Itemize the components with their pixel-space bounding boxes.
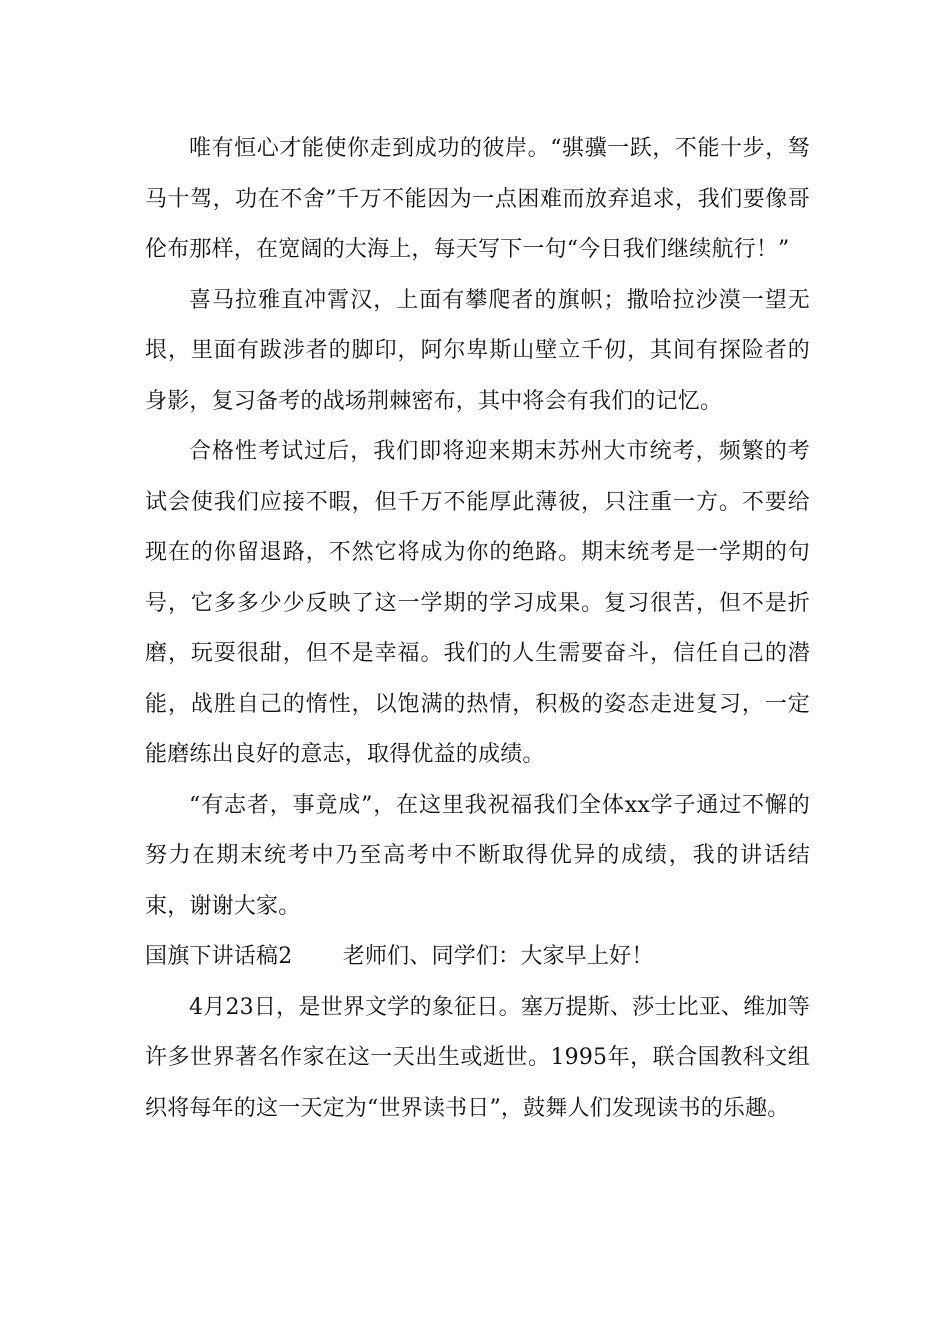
paragraph-perseverance: 唯有恒心才能使你走到成功的彼岸。“骐骥一跃，不能十步，驽马十驾，功在不舍”千万不能因为一点困难而放弃追求，我们要像哥伦布那样，在宽阔的大海上，每天写下一句“今日我们继续航行！” [145,136,810,262]
section-title: 国旗下讲话稿2 [145,944,293,969]
paragraph-mountains: 喜马拉雅直冲霄汉，上面有攀爬者的旗帜；撒哈拉沙漠一望无垠，里面有跋涉者的脚印，阿尔卑斯山壁立千仞，其间有探险者的身影，复习备考的战场荆棘密布，其中将会有我们的记忆。 [145,287,810,414]
section-greeting: 老师们、同学们：大家早上好！ [342,944,654,969]
paragraph-blessing: “有志者，事竟成”，在这里我祝福我们全体xx学子通过不懈的努力在期末统考中乃至高考中不断取得优异的成绩，我的讲话结束，谢谢大家。 [145,792,810,919]
document-body [145,124,810,1134]
section-heading [145,932,810,983]
paragraph-exams: 合格性考试过后，我们即将迎来期末苏州大市统考，频繁的考试会使我们应接不暇，但千万不能厚此薄彼，只注重一方。不要给现在的你留退路，不然它将成为你的绝路。期末统考是一学期的句号，它多多少少反映了这一学期的学习成果。复习很苦，但不是折磨，玩耍很甜，但不是幸福。我们的人生需要奋斗，信任自己的潜能，战胜自己的惰性，以饱满的热情，积极的姿态走进复习，一定能磨练出良好的意志，取得优益的成绩。 [145,439,810,767]
paragraph-world-book-day: 4月23日，是世界文学的象征日。塞万提斯、莎士比亚、维加等许多世界著名作家在这一天出生或逝世。1995年，联合国教科文组织将每年的这一天定为“世界读书日”，鼓舞人们发现读书的乐趣。 [145,994,810,1121]
